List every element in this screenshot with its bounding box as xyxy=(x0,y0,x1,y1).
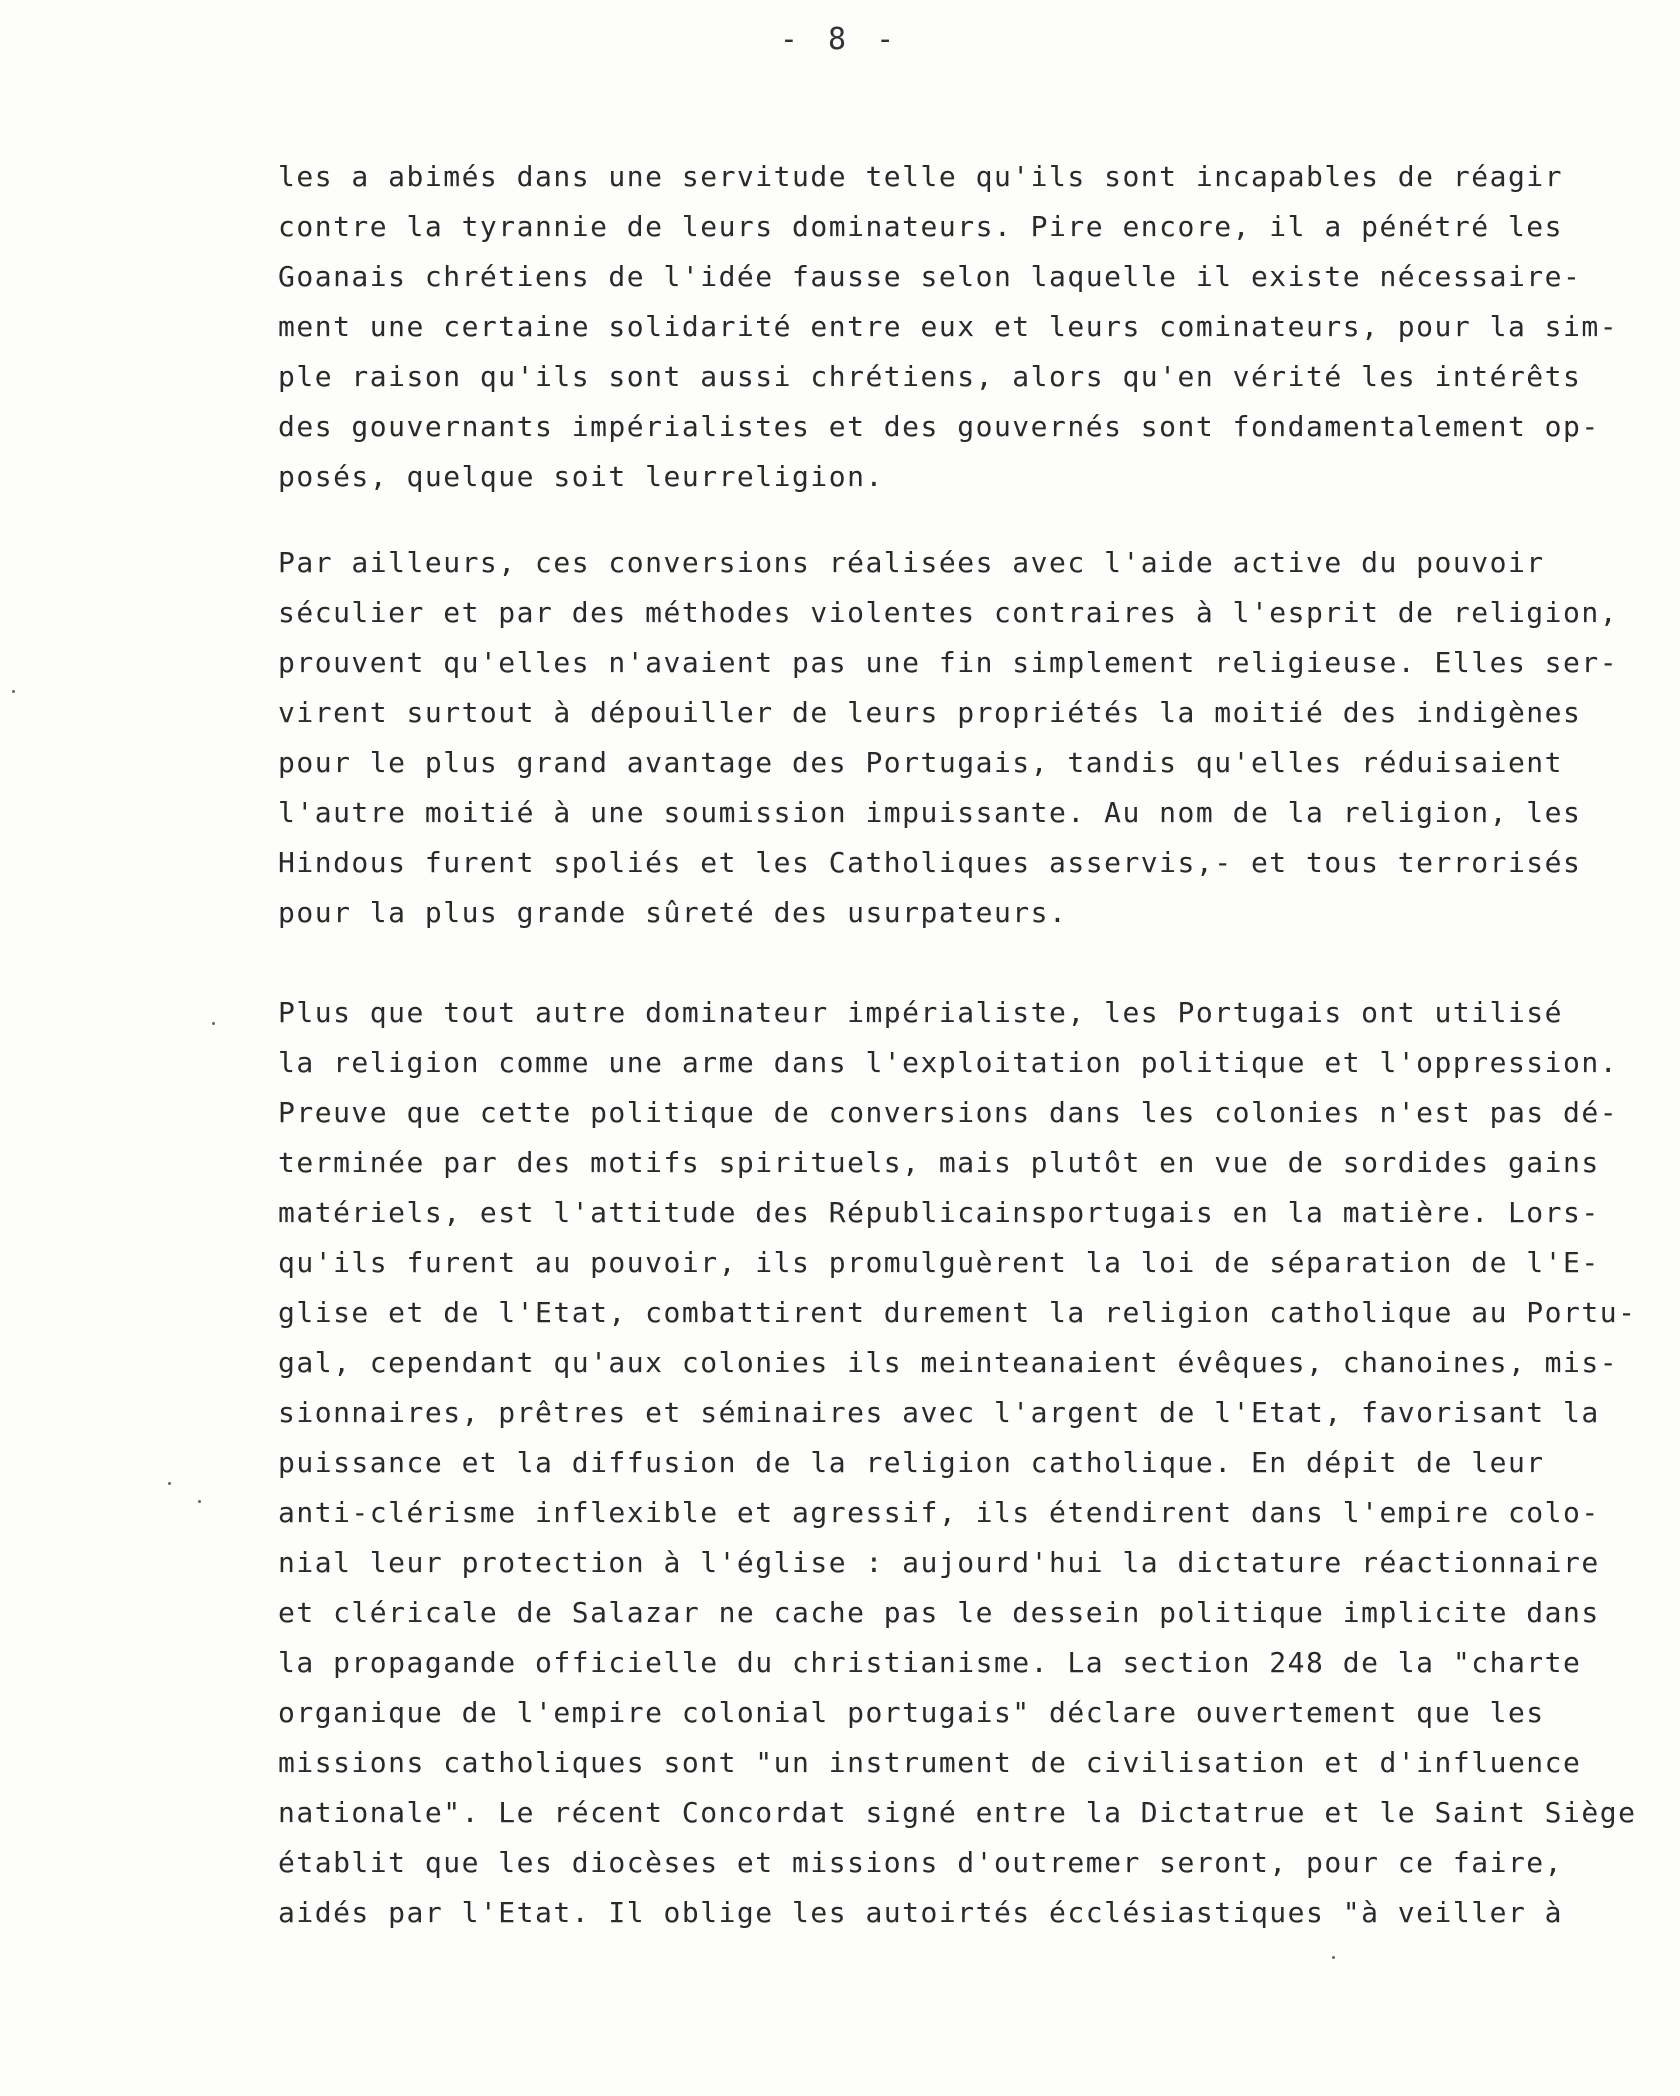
scan-speck xyxy=(12,690,15,693)
paragraph-1 xyxy=(278,152,1668,502)
scan-speck xyxy=(198,1500,201,1503)
text-line: terminée par des motifs spirituels, mais plutôt en vue de sordides gains xyxy=(278,1146,1600,1179)
text-line: la religion comme une arme dans l'exploitation politique et l'oppression. xyxy=(278,1046,1619,1079)
paragraph-spacer xyxy=(278,502,1668,538)
text-line: gal, cependant qu'aux colonies ils meinteanaient évêques, chanoines, mis- xyxy=(278,1346,1619,1379)
text-line: contre la tyrannie de leurs dominateurs. Pire encore, il a pénétré les xyxy=(278,210,1564,243)
text-line: ple raison qu'ils sont aussi chrétiens, alors qu'en vérité les intérêts xyxy=(278,360,1582,393)
text-line: Par ailleurs, ces conversions réalisées avec l'aide active du pouvoir xyxy=(278,546,1545,579)
text-line: prouvent qu'elles n'avaient pas une fin simplement religieuse. Elles ser- xyxy=(278,646,1619,679)
text-line: anti-clérisme inflexible et agressif, ils étendirent dans l'empire colo- xyxy=(278,1496,1600,1529)
text-line: glise et de l'Etat, combattirent durement la religion catholique au Portu- xyxy=(278,1296,1637,1329)
text-line: posés, quelque soit leurreligion. xyxy=(278,460,884,493)
text-line: pour la plus grande sûreté des usurpateurs. xyxy=(278,896,1068,929)
page-number: - 8 - xyxy=(779,22,901,57)
text-line: la propagande officielle du christianisme. La section 248 de la "charte xyxy=(278,1646,1582,1679)
text-line: qu'ils furent au pouvoir, ils promulguèrent la loi de séparation de l'E- xyxy=(278,1246,1600,1279)
text-line: nial leur protection à l'église : aujourd'hui la dictature réactionnaire xyxy=(278,1546,1600,1579)
text-line: Plus que tout autre dominateur impérialiste, les Portugais ont utilisé xyxy=(278,996,1564,1029)
text-line: séculier et par des méthodes violentes contraires à l'esprit de religion, xyxy=(278,596,1619,629)
text-line: matériels, est l'attitude des Républicainsportugais en la matière. Lors- xyxy=(278,1196,1600,1229)
text-line: organique de l'empire colonial portugais" déclare ouvertement que les xyxy=(278,1696,1545,1729)
paragraph-3 xyxy=(278,988,1668,1938)
text-line: et cléricale de Salazar ne cache pas le dessein politique implicite dans xyxy=(278,1596,1600,1629)
paragraph-2 xyxy=(278,538,1668,938)
body-text xyxy=(278,152,1668,1938)
paragraph-spacer xyxy=(278,938,1668,988)
text-line: établit que les diocèses et missions d'outremer seront, pour ce faire, xyxy=(278,1846,1564,1879)
text-line: virent surtout à dépouiller de leurs propriétés la moitié des indigènes xyxy=(278,696,1582,729)
text-line: puissance et la diffusion de la religion catholique. En dépit de leur xyxy=(278,1446,1545,1479)
scan-speck xyxy=(1332,1956,1335,1959)
scan-speck xyxy=(212,1022,215,1025)
text-line: Hindous furent spoliés et les Catholiques asservis,- et tous terrorisés xyxy=(278,846,1582,879)
text-line: ment une certaine solidarité entre eux et leurs cominateurs, pour la sim- xyxy=(278,310,1619,343)
text-line: missions catholiques sont "un instrument de civilisation et d'influence xyxy=(278,1746,1582,1779)
text-line: aidés par l'Etat. Il oblige les autoirtés écclésiastiques "à veiller à xyxy=(278,1896,1564,1929)
text-line: pour le plus grand avantage des Portugais, tandis qu'elles réduisaient xyxy=(278,746,1564,779)
text-line: sionnaires, prêtres et séminaires avec l'argent de l'Etat, favorisant la xyxy=(278,1396,1600,1429)
text-line: les a abimés dans une servitude telle qu'ils sont incapables de réagir xyxy=(278,160,1564,193)
text-line: des gouvernants impérialistes et des gouvernés sont fondamentalement op- xyxy=(278,410,1600,443)
text-line: nationale". Le récent Concordat signé entre la Dictatrue et le Saint Siège xyxy=(278,1796,1637,1829)
scan-speck xyxy=(168,1482,171,1485)
text-line: l'autre moitié à une soumission impuissante. Au nom de la religion, les xyxy=(278,796,1582,829)
text-line: Goanais chrétiens de l'idée fausse selon laquelle il existe nécessaire- xyxy=(278,260,1582,293)
text-line: Preuve que cette politique de conversions dans les colonies n'est pas dé- xyxy=(278,1096,1619,1129)
